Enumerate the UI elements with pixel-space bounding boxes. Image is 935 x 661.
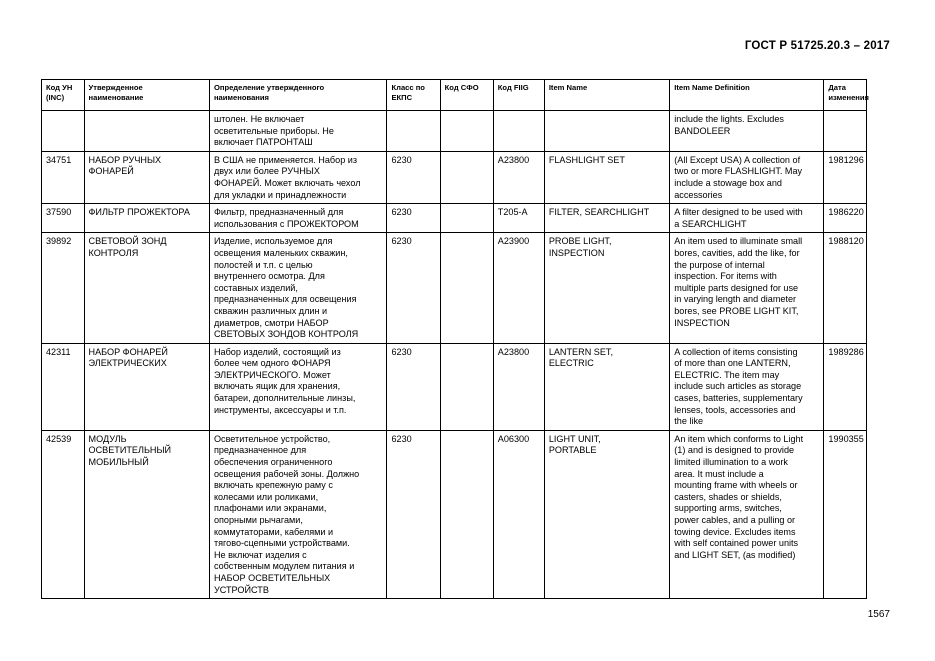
cell-line: составных изделий, <box>213 282 298 293</box>
cell-line: of more than one LANTERN, <box>674 358 791 369</box>
cell-class <box>387 233 440 343</box>
cell-sfo <box>440 204 493 233</box>
cell-fiig <box>493 111 544 152</box>
cell-line: 34751 <box>46 154 72 165</box>
cell-line: area. It must include a <box>674 468 764 479</box>
cell-line: with self contained power units <box>674 538 799 549</box>
cell-item-name <box>544 343 669 430</box>
cell-line: ОСВЕТИТЕЛЬНЫЙ <box>88 445 172 456</box>
cell-line: 6230 <box>391 433 412 444</box>
cell-line: include the lights. Excludes <box>674 114 784 124</box>
cell-line: lenses, tools, accessories and <box>674 404 796 415</box>
cell-line: INSPECTION <box>548 247 605 258</box>
cell-line: СВЕТОВЫХ ЗОНДОВ КОНТРОЛЯ <box>213 329 359 340</box>
cell-line: PROBE LIGHT, <box>548 236 612 247</box>
catalog-table <box>41 79 867 599</box>
cell-line: bores, cavities, add the like, for <box>674 247 800 258</box>
cell-line: include a stowage box and <box>674 177 782 188</box>
cell-sfo <box>440 111 493 152</box>
cell-inc <box>42 151 85 203</box>
cell-definition <box>209 343 387 430</box>
cell-line: (1) and is designed to provide <box>674 445 795 456</box>
cell-line: собственным модулем питания и <box>213 561 355 572</box>
cell-line: 39892 <box>46 236 72 247</box>
cell-line: освещения рабочей зоны. Должно <box>213 468 360 479</box>
cell-date <box>824 151 867 203</box>
cell-line: ЭЛЕКТРИЧЕСКИХ <box>88 358 167 369</box>
column-header-inc <box>42 80 85 111</box>
cell-approved-name <box>84 233 209 343</box>
cell-line: двух или более РУЧНЫХ <box>213 166 320 177</box>
cell-line: 1989286 <box>828 346 864 357</box>
cell-line: Не включат изделия с <box>213 549 307 560</box>
table-row <box>42 204 867 233</box>
cell-fiig <box>493 430 544 598</box>
cell-line: для укладки и принадлежности <box>213 189 347 200</box>
cell-inc <box>42 111 85 152</box>
cell-line: 6230 <box>391 154 412 165</box>
header-line: (INC) <box>46 93 65 102</box>
cell-item-definition <box>670 233 824 343</box>
cell-line: towing device. Excludes items <box>674 526 796 537</box>
cell-class <box>387 204 440 233</box>
cell-date <box>824 233 867 343</box>
cell-line: multiple parts designed for use <box>674 282 799 293</box>
cell-line: casters, shades or shields, <box>674 491 782 502</box>
cell-line: 42539 <box>46 433 72 444</box>
cell-line: скважин различных длин и <box>213 305 328 316</box>
cell-line: A23800 <box>497 154 530 165</box>
cell-line: and LIGHT SET, (as modified) <box>674 549 796 560</box>
cell-line: штолен. Не включает <box>213 114 305 124</box>
cell-line: BANDOLEER <box>674 125 731 136</box>
cell-line: включать крепежную раму с <box>213 480 333 491</box>
cell-sfo <box>440 430 493 598</box>
cell-line: bores, see PROBE LIGHT KIT, <box>674 305 799 316</box>
cell-line: 37590 <box>46 207 72 218</box>
cell-line: инструменты, аксессуары и т.п. <box>213 404 347 415</box>
cell-line: 6230 <box>391 236 412 247</box>
cell-date <box>824 204 867 233</box>
cell-line: СВЕТОВОЙ ЗОНД <box>88 236 167 247</box>
cell-line: УСТРОЙСТВ <box>213 584 269 595</box>
cell-date <box>824 343 867 430</box>
header-line: Код УН <box>46 83 73 92</box>
header-line: Утвержденное <box>88 83 143 92</box>
cell-line: 6230 <box>391 207 412 218</box>
cell-line: inspection. For items with <box>674 271 777 282</box>
header-line: ЕКПС <box>391 93 413 102</box>
cell-line: тягово-сцепными устройствами. <box>213 538 350 549</box>
cell-line: предназначенных для освещения <box>213 294 357 305</box>
cell-line: ELECTRIC. The item may <box>674 369 780 380</box>
cell-approved-name <box>84 204 209 233</box>
cell-line: a SEARCHLIGHT <box>674 218 747 229</box>
cell-fiig <box>493 233 544 343</box>
header-line: Класс по <box>391 83 425 92</box>
header-line: Код FIIG <box>497 83 529 92</box>
header-line: Item Name Definition <box>674 83 750 92</box>
cell-line: 6230 <box>391 346 412 357</box>
document-header: ГОСТ Р 51725.20.3 – 2017 <box>744 40 890 52</box>
cell-line: mounting frame with wheels or <box>674 480 798 491</box>
header-line: наименование <box>88 93 144 102</box>
cell-line: внутреннего осмотра. Для <box>213 271 325 282</box>
cell-date <box>824 111 867 152</box>
cell-definition <box>209 233 387 343</box>
table-row <box>42 151 867 203</box>
cell-line: более чем одного ФОНАРЯ <box>213 358 331 369</box>
cell-line: колесами или роликами, <box>213 491 319 502</box>
cell-line: 1981296 <box>828 154 864 165</box>
cell-line: ФИЛЬТР ПРОЖЕКТОРА <box>88 207 190 218</box>
table-row <box>42 343 867 430</box>
cell-line: батареи, дополнительные линзы, <box>213 393 356 404</box>
header-line: Item Name <box>548 83 588 92</box>
cell-inc <box>42 343 85 430</box>
cell-line: supporting arms, switches, <box>674 503 782 514</box>
cell-approved-name <box>84 430 209 598</box>
cell-line: FLASHLIGHT SET <box>548 154 625 165</box>
cell-approved-name <box>84 111 209 152</box>
column-header-approved-name <box>84 80 209 111</box>
cell-line: ФОНАРЕЙ. Может включать чехол <box>213 177 361 188</box>
cell-line: диаметров, смотри НАБОР <box>213 317 329 328</box>
cell-line: МОДУЛЬ <box>88 433 127 444</box>
cell-item-name <box>544 430 669 598</box>
cell-line: использования с ПРОЖЕКТОРОМ <box>213 218 359 229</box>
cell-line: МОБИЛЬНЫЙ <box>88 457 149 468</box>
table-header-row <box>42 80 867 111</box>
cell-line: ЭЛЕКТРИЧЕСКОГО. Может <box>213 369 331 380</box>
cell-item-definition <box>670 151 824 203</box>
cell-line: Фильтр, предназначенный для <box>213 207 344 218</box>
cell-line: INSPECTION <box>674 317 730 328</box>
cell-line: ФОНАРЕЙ <box>88 166 134 177</box>
cell-line: опорными рычагами, <box>213 515 303 525</box>
cell-line: 1986220 <box>828 207 864 218</box>
cell-line: полостей и т.п. с целью <box>213 259 313 270</box>
cell-inc <box>42 233 85 343</box>
table-body <box>42 111 867 599</box>
cell-date <box>824 430 867 598</box>
cell-line: (All Except USA) A collection of <box>674 154 801 165</box>
cell-line: НАБОР ОСВЕТИТЕЛЬНЫХ <box>213 572 331 583</box>
header-line: Код СФО <box>444 83 479 92</box>
cell-line: обеспечения ограниченного <box>213 457 333 468</box>
cell-line: accessories <box>674 189 723 200</box>
cell-sfo <box>440 343 493 430</box>
cell-inc <box>42 430 85 598</box>
cell-line: включать ящик для хранения, <box>213 381 341 392</box>
cell-line: FILTER, SEARCHLIGHT <box>548 207 650 218</box>
table-row <box>42 430 867 598</box>
cell-line: An item used to illuminate small <box>674 236 803 247</box>
cell-fiig <box>493 343 544 430</box>
column-header-item-definition <box>670 80 824 111</box>
table-row <box>42 111 867 152</box>
cell-line: two or more FLASHLIGHT. May <box>674 166 803 177</box>
cell-line: limited illumination to a work <box>674 457 788 468</box>
cell-line: the like <box>674 416 704 427</box>
cell-line: Набор изделий, состоящий из <box>213 346 341 357</box>
cell-class <box>387 430 440 598</box>
header-line: Определение утвержденного <box>213 83 325 92</box>
cell-line: осветительные приборы. Не <box>213 125 334 136</box>
cell-item-definition <box>670 343 824 430</box>
cell-line: cases, batteries, supplementary <box>674 393 803 404</box>
cell-line: ELECTRIC <box>548 358 594 369</box>
cell-approved-name <box>84 343 209 430</box>
cell-line: включает ПАТРОНТАШ <box>213 137 313 148</box>
column-header-item-name <box>544 80 669 111</box>
cell-line: A23900 <box>497 236 530 247</box>
column-header-definition <box>209 80 387 111</box>
column-header-date <box>824 80 867 111</box>
cell-line: НАБОР РУЧНЫХ <box>88 154 162 165</box>
table-row <box>42 233 867 343</box>
cell-line: include such articles as storage <box>674 381 802 392</box>
page-number: 1567 <box>867 609 890 620</box>
cell-definition <box>209 204 387 233</box>
cell-fiig <box>493 204 544 233</box>
cell-definition <box>209 151 387 203</box>
cell-line: 42311 <box>46 346 71 357</box>
cell-sfo <box>440 233 493 343</box>
cell-sfo <box>440 151 493 203</box>
cell-class <box>387 111 440 152</box>
cell-line: 1988120 <box>828 236 864 247</box>
cell-line: плафонами или экранами, <box>213 503 327 514</box>
cell-line: предназначенное для <box>213 445 307 456</box>
cell-approved-name <box>84 151 209 203</box>
header-line: Дата <box>828 83 846 92</box>
column-header-sfo <box>440 80 493 111</box>
cell-item-definition <box>670 111 824 152</box>
column-header-class <box>387 80 440 111</box>
cell-item-name <box>544 151 669 203</box>
cell-line: В США не применяется. Набор из <box>213 154 358 165</box>
cell-line: in varying length and diameter <box>674 294 797 305</box>
cell-line: коммутаторами, кабелями и <box>213 526 334 537</box>
cell-line: Изделие, используемое для <box>213 236 333 247</box>
cell-item-definition <box>670 204 824 233</box>
cell-class <box>387 151 440 203</box>
cell-line: КОНТРОЛЯ <box>88 247 139 258</box>
cell-line: НАБОР ФОНАРЕЙ <box>88 346 168 357</box>
cell-class <box>387 343 440 430</box>
cell-definition <box>209 111 387 152</box>
cell-line: 1990355 <box>828 433 864 444</box>
cell-line: the purpose of internal <box>674 259 765 270</box>
cell-definition <box>209 430 387 598</box>
cell-item-name <box>544 111 669 152</box>
cell-line: T205-A <box>497 207 528 218</box>
cell-line: A filter designed to be used with <box>674 207 803 218</box>
cell-line: Осветительное устройство, <box>213 433 331 444</box>
header-line: наименования <box>213 93 269 102</box>
cell-fiig <box>493 151 544 203</box>
cell-item-definition <box>670 430 824 598</box>
cell-line: A06300 <box>497 433 530 444</box>
cell-line: power cables, and a pulling or <box>674 515 796 525</box>
header-line: изменения <box>828 93 869 102</box>
cell-item-name <box>544 233 669 343</box>
cell-line: PORTABLE <box>548 445 597 456</box>
cell-line: LIGHT UNIT, <box>548 433 601 444</box>
cell-line: A23800 <box>497 346 530 357</box>
cell-inc <box>42 204 85 233</box>
cell-line: A collection of items consisting <box>674 346 798 357</box>
cell-item-name <box>544 204 669 233</box>
cell-line: An item which conforms to Light <box>674 433 804 444</box>
cell-line: освещения маленьких скважин, <box>213 247 348 258</box>
cell-line: LANTERN SET, <box>548 346 613 357</box>
column-header-fiig <box>493 80 544 111</box>
